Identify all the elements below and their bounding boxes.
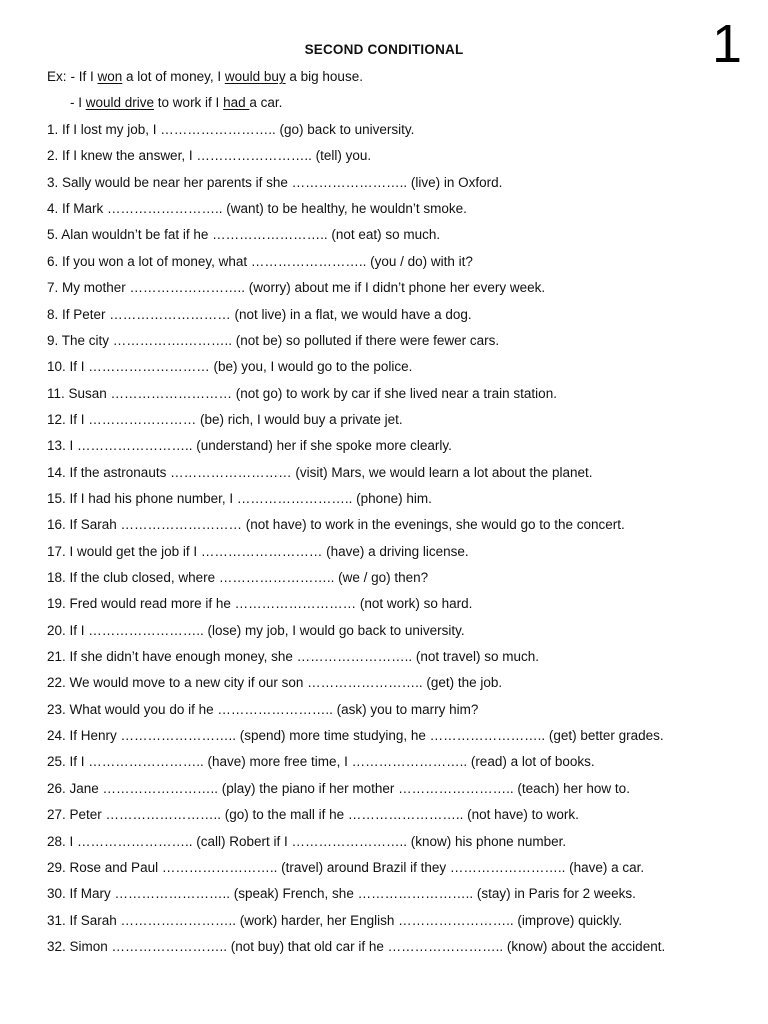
- example-2-text-c: a car.: [249, 95, 283, 110]
- exercise-item: 30. If Mary …………………….. (speak) French, she …………………….. (stay) in Paris for 2 weeks.: [47, 886, 636, 902]
- example-label: Ex:: [47, 69, 67, 84]
- page-number: 1: [712, 14, 743, 74]
- exercise-item: 24. If Henry …………………….. (spend) more time studying, he …………………….. (get) better grades.: [47, 728, 664, 744]
- exercise-item: 19. Fred would read more if he ……………………… (not work) so hard.: [47, 596, 473, 612]
- exercise-item: 10. If I ……………………… (be) you, I would go to the police.: [47, 359, 413, 375]
- exercise-item: 13. I …………………….. (understand) her if she spoke more clearly.: [47, 438, 452, 454]
- exercise-item: 8. If Peter ……………………… (not live) in a flat, we would have a dog.: [47, 306, 472, 322]
- exercise-item: 2. If I knew the answer, I …………………….. (tell) you.: [47, 148, 372, 164]
- example-2-text-b: to work if I: [154, 95, 224, 110]
- exercise-item: 5. Alan wouldn’t be fat if he …………………….. (not eat) so much.: [47, 227, 441, 243]
- example-2-underlined-verb-1: would drive: [85, 95, 155, 110]
- example-1-underlined-verb-2: would buy: [224, 69, 286, 84]
- exercise-item: 28. I …………………….. (call) Robert if I …………………….. (know) his phone number.: [47, 833, 567, 849]
- exercise-item: 11. Susan ……………………… (not go) to work by car if she lived near a train station.: [47, 385, 557, 401]
- exercise-item: 26. Jane …………………….. (play) the piano if her mother …………………….. (teach) her how to.: [47, 780, 630, 796]
- exercise-item: 31. If Sarah …………………….. (work) harder, her English …………………….. (improve) quickly.: [47, 912, 623, 928]
- exercise-item: 4. If Mark …………………….. (want) to be healthy, he wouldn’t smoke.: [47, 201, 467, 217]
- exercise-item: 3. Sally would be near her parents if she …………………….. (live) in Oxford.: [47, 174, 503, 190]
- exercise-item: 1. If I lost my job, I …………………….. (go) back to university.: [47, 122, 415, 137]
- example-2-text-a: - I: [70, 95, 86, 110]
- exercise-item: 20. If I …………………….. (lose) my job, I would go back to university.: [47, 622, 465, 638]
- exercise-item: 14. If the astronauts ……………………… (visit) Mars, we would learn a lot about the planet.: [47, 464, 593, 480]
- exercise-item: 21. If she didn’t have enough money, she …………………….. (not travel) so much.: [47, 649, 539, 664]
- exercise-item: 9. The city …………….……….. (not be) so polluted if there were fewer cars.: [47, 332, 500, 348]
- example-1-text-b: a lot of money, I: [122, 69, 225, 84]
- example-1-text-a: - If I: [70, 69, 98, 84]
- example-1-text-c: a big house.: [285, 69, 363, 84]
- exercise-item: 22. We would move to a new city if our son …………………….. (get) the job.: [47, 675, 503, 691]
- example-line-2: [70, 95, 282, 111]
- exercise-item: 15. If I had his phone number, I …………………….. (phone) him.: [47, 490, 432, 506]
- exercise-item: 32. Simon …………………….. (not buy) that old car if he …………………….. (know) about the accident.: [47, 938, 666, 954]
- exercise-item: 25. If I …………………….. (have) more free time, I …………………….. (read) a lot of books.: [47, 754, 595, 770]
- worksheet-title: SECOND CONDITIONAL: [304, 42, 464, 57]
- exercise-item: 17. I would get the job if I ……………………… (have) a driving license.: [47, 543, 469, 559]
- exercise-item: 29. Rose and Paul …………………….. (travel) around Brazil if they …………………….. (have) a car.: [47, 859, 645, 875]
- example-2-underlined-verb-2: had: [223, 95, 250, 110]
- example-line-1: [47, 69, 363, 85]
- exercise-item: 7. My mother …………………….. (worry) about me if I didn’t phone her every week.: [47, 280, 546, 296]
- exercise-item: 18. If the club closed, where …………………….. (we / go) then?: [47, 570, 429, 585]
- example-1-underlined-verb-1: won: [97, 69, 123, 84]
- exercise-item: 6. If you won a lot of money, what …………………….. (you / do) with it?: [47, 253, 473, 269]
- exercise-item: 27. Peter …………………….. (go) to the mall if he …………………….. (not have) to work.: [47, 807, 579, 823]
- exercise-item: 16. If Sarah ……………………… (not have) to work in the evenings, she would go to the concert.: [47, 517, 625, 533]
- exercise-item: 23. What would you do if he …………………….. (ask) you to marry him?: [47, 701, 479, 717]
- exercise-item: 12. If I …………………… (be) rich, I would buy a private jet.: [47, 411, 403, 427]
